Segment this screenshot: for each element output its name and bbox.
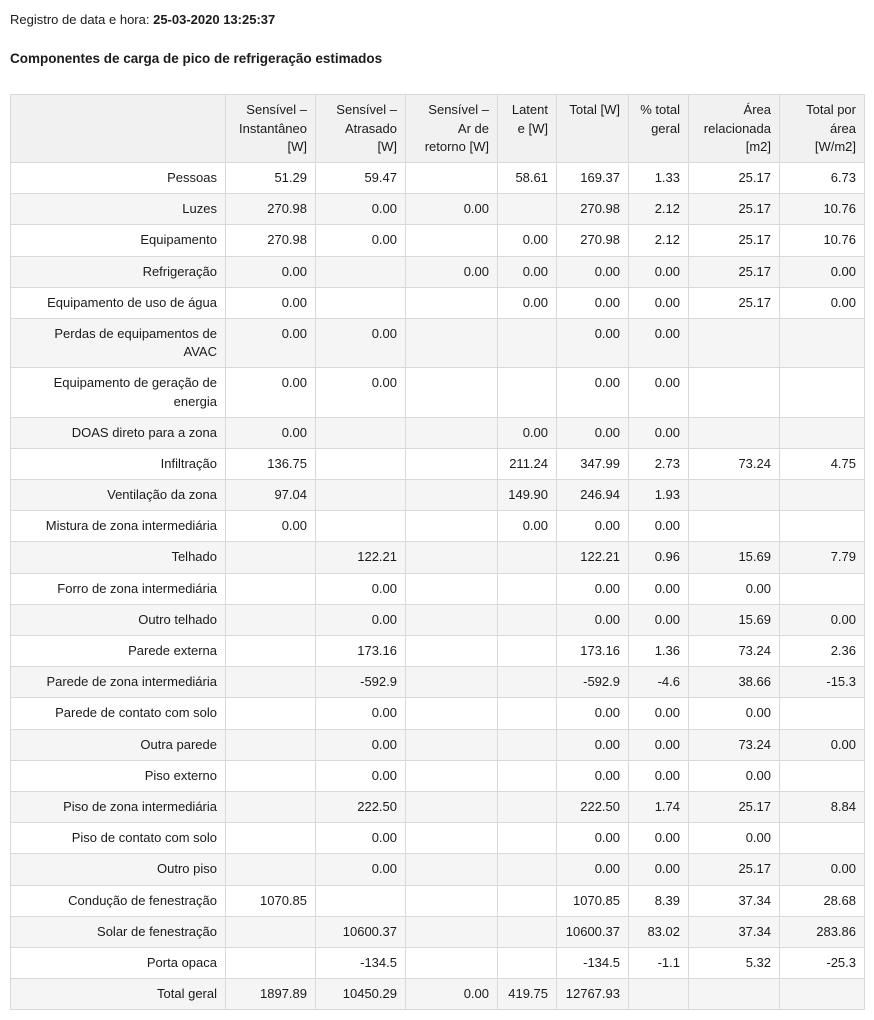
value-cell: 0.00 (557, 256, 629, 287)
value-cell: 73.24 (689, 729, 780, 760)
value-cell: 0.00 (629, 854, 689, 885)
value-cell (498, 760, 557, 791)
value-cell (498, 368, 557, 417)
value-cell: 73.24 (689, 448, 780, 479)
value-cell: -592.9 (316, 667, 406, 698)
value-cell (406, 448, 498, 479)
value-cell: 0.00 (557, 760, 629, 791)
value-cell (498, 542, 557, 573)
value-cell: 222.50 (557, 791, 629, 822)
column-header: Área relacionada [m2] (689, 95, 780, 163)
value-cell: 25.17 (689, 287, 780, 318)
value-cell: 0.00 (316, 854, 406, 885)
value-cell: 0.00 (316, 225, 406, 256)
value-cell (689, 368, 780, 417)
row-label: Perdas de equipamentos de AVAC (11, 318, 226, 367)
value-cell: 0.00 (316, 729, 406, 760)
value-cell (406, 573, 498, 604)
table-row (11, 448, 865, 479)
value-cell: 0.00 (406, 194, 498, 225)
table-row (11, 368, 865, 417)
value-cell (406, 480, 498, 511)
value-cell (498, 916, 557, 947)
value-cell: 8.39 (629, 885, 689, 916)
value-cell: 0.00 (316, 698, 406, 729)
column-header: Total [W] (557, 95, 629, 163)
value-cell: 0.00 (498, 256, 557, 287)
row-label: Piso externo (11, 760, 226, 791)
value-cell: 0.00 (226, 287, 316, 318)
value-cell (406, 947, 498, 978)
value-cell: 0.00 (780, 604, 865, 635)
table-row (11, 542, 865, 573)
value-cell: 0.00 (629, 287, 689, 318)
value-cell: 10450.29 (316, 979, 406, 1010)
column-header: Sensível – Ar de retorno [W] (406, 95, 498, 163)
row-label: Refrigeração (11, 256, 226, 287)
value-cell (406, 417, 498, 448)
value-cell: 8.84 (780, 791, 865, 822)
value-cell: 0.00 (316, 318, 406, 367)
value-cell (780, 318, 865, 367)
value-cell: 25.17 (689, 854, 780, 885)
value-cell (629, 979, 689, 1010)
value-cell (689, 511, 780, 542)
table-row (11, 511, 865, 542)
row-label: Condução de fenestração (11, 885, 226, 916)
row-label: Equipamento de uso de água (11, 287, 226, 318)
value-cell (316, 256, 406, 287)
value-cell: 0.00 (557, 854, 629, 885)
value-cell: 25.17 (689, 256, 780, 287)
row-label: Telhado (11, 542, 226, 573)
table-row (11, 318, 865, 367)
value-cell (780, 823, 865, 854)
value-cell (406, 163, 498, 194)
value-cell: 83.02 (629, 916, 689, 947)
table-row (11, 854, 865, 885)
value-cell (406, 854, 498, 885)
value-cell: 0.00 (226, 511, 316, 542)
table-row (11, 163, 865, 194)
timestamp-label: Registro de data e hora: (10, 12, 154, 27)
row-label: Forro de zona intermediária (11, 573, 226, 604)
row-label: Outro telhado (11, 604, 226, 635)
value-cell: 0.00 (780, 854, 865, 885)
table-row (11, 417, 865, 448)
value-cell (406, 636, 498, 667)
value-cell: 0.00 (629, 823, 689, 854)
column-header: % total geral (629, 95, 689, 163)
table-row (11, 604, 865, 635)
value-cell: 0.00 (316, 194, 406, 225)
value-cell: 0.00 (629, 760, 689, 791)
value-cell: 246.94 (557, 480, 629, 511)
report-title: Componentes de carga de pico de refrigeração estimados (10, 50, 383, 66)
value-cell (498, 823, 557, 854)
value-cell: 25.17 (689, 791, 780, 822)
value-cell: 0.00 (557, 729, 629, 760)
value-cell: 0.00 (689, 573, 780, 604)
value-cell: 2.12 (629, 194, 689, 225)
value-cell (226, 854, 316, 885)
value-cell: 1.74 (629, 791, 689, 822)
value-cell: 0.00 (316, 604, 406, 635)
table-body (11, 163, 865, 1010)
value-cell: 0.00 (498, 417, 557, 448)
value-cell: 1070.85 (226, 885, 316, 916)
value-cell: 0.00 (498, 225, 557, 256)
table-row (11, 760, 865, 791)
table-header (11, 95, 865, 163)
row-label: Piso de zona intermediária (11, 791, 226, 822)
row-label: Outro piso (11, 854, 226, 885)
value-cell: 15.69 (689, 542, 780, 573)
table-header-row (11, 95, 865, 163)
value-cell: 4.75 (780, 448, 865, 479)
value-cell: 1070.85 (557, 885, 629, 916)
value-cell: 37.34 (689, 885, 780, 916)
value-cell: 15.69 (689, 604, 780, 635)
table-row (11, 636, 865, 667)
value-cell (226, 542, 316, 573)
value-cell: 0.00 (316, 573, 406, 604)
value-cell: 0.00 (226, 368, 316, 417)
value-cell: 12767.93 (557, 979, 629, 1010)
value-cell: 0.00 (557, 823, 629, 854)
value-cell (780, 573, 865, 604)
table-row (11, 791, 865, 822)
value-cell (689, 318, 780, 367)
table-row (11, 823, 865, 854)
value-cell: 0.00 (557, 318, 629, 367)
timestamp-line (10, 12, 864, 29)
table-row (11, 194, 865, 225)
value-cell: 222.50 (316, 791, 406, 822)
table-row (11, 885, 865, 916)
value-cell: 0.96 (629, 542, 689, 573)
value-cell (780, 417, 865, 448)
value-cell: 58.61 (498, 163, 557, 194)
column-header: Total por área [W/m2] (780, 95, 865, 163)
value-cell: 0.00 (557, 417, 629, 448)
value-cell: 0.00 (629, 368, 689, 417)
value-cell (498, 947, 557, 978)
value-cell: 37.34 (689, 916, 780, 947)
value-cell (226, 729, 316, 760)
value-cell (498, 573, 557, 604)
value-cell: 0.00 (629, 604, 689, 635)
value-cell (406, 698, 498, 729)
value-cell: 173.16 (316, 636, 406, 667)
row-label: Infiltração (11, 448, 226, 479)
row-label: Parede de zona intermediária (11, 667, 226, 698)
table-row (11, 225, 865, 256)
value-cell (689, 417, 780, 448)
value-cell (780, 698, 865, 729)
value-cell (780, 480, 865, 511)
value-cell: 0.00 (557, 604, 629, 635)
value-cell: 1897.89 (226, 979, 316, 1010)
row-label: Porta opaca (11, 947, 226, 978)
value-cell (226, 698, 316, 729)
value-cell (406, 791, 498, 822)
table-row (11, 947, 865, 978)
row-label: Parede de contato com solo (11, 698, 226, 729)
value-cell: 0.00 (780, 729, 865, 760)
value-cell: 270.98 (226, 194, 316, 225)
value-cell: -25.3 (780, 947, 865, 978)
value-cell (316, 448, 406, 479)
value-cell: 0.00 (557, 698, 629, 729)
value-cell: 2.36 (780, 636, 865, 667)
row-label: DOAS direto para a zona (11, 417, 226, 448)
value-cell: 1.33 (629, 163, 689, 194)
table-row (11, 698, 865, 729)
value-cell (689, 979, 780, 1010)
value-cell (226, 573, 316, 604)
value-cell (406, 318, 498, 367)
value-cell: 10.76 (780, 194, 865, 225)
value-cell: 122.21 (557, 542, 629, 573)
value-cell (780, 511, 865, 542)
value-cell: 0.00 (780, 287, 865, 318)
value-cell: -15.3 (780, 667, 865, 698)
value-cell: 211.24 (498, 448, 557, 479)
value-cell (498, 854, 557, 885)
column-header: Sensível – Atrasado [W] (316, 95, 406, 163)
value-cell: 0.00 (316, 823, 406, 854)
value-cell (226, 791, 316, 822)
column-header: Latente [W] (498, 95, 557, 163)
table-row (11, 287, 865, 318)
value-cell (498, 318, 557, 367)
value-cell: 0.00 (689, 760, 780, 791)
value-cell: -134.5 (316, 947, 406, 978)
table-row (11, 256, 865, 287)
value-cell: 0.00 (629, 729, 689, 760)
value-cell: 0.00 (629, 417, 689, 448)
value-cell: 25.17 (689, 194, 780, 225)
value-cell (780, 368, 865, 417)
value-cell: 169.37 (557, 163, 629, 194)
value-cell: 0.00 (226, 256, 316, 287)
table-row (11, 667, 865, 698)
value-cell: 0.00 (689, 823, 780, 854)
value-cell: -1.1 (629, 947, 689, 978)
value-cell: 0.00 (780, 256, 865, 287)
value-cell (498, 636, 557, 667)
value-cell: 6.73 (780, 163, 865, 194)
value-cell: 283.86 (780, 916, 865, 947)
value-cell: 97.04 (226, 480, 316, 511)
row-label: Equipamento (11, 225, 226, 256)
value-cell (226, 823, 316, 854)
row-label: Parede externa (11, 636, 226, 667)
value-cell (406, 604, 498, 635)
value-cell (406, 729, 498, 760)
row-label: Ventilação da zona (11, 480, 226, 511)
value-cell: 0.00 (498, 287, 557, 318)
value-cell: 149.90 (498, 480, 557, 511)
value-cell (498, 698, 557, 729)
value-cell (406, 287, 498, 318)
value-cell (226, 636, 316, 667)
value-cell: 122.21 (316, 542, 406, 573)
timestamp-value: 25-03-2020 13:25:37 (153, 12, 276, 27)
value-cell (316, 287, 406, 318)
value-cell: 25.17 (689, 225, 780, 256)
value-cell: 0.00 (226, 318, 316, 367)
value-cell (406, 542, 498, 573)
value-cell: 2.73 (629, 448, 689, 479)
value-cell (316, 511, 406, 542)
value-cell: 1.36 (629, 636, 689, 667)
column-header: Sensível – Instantâneo [W] (226, 95, 316, 163)
value-cell (498, 729, 557, 760)
value-cell (406, 916, 498, 947)
value-cell (316, 885, 406, 916)
value-cell (226, 947, 316, 978)
value-cell: -134.5 (557, 947, 629, 978)
value-cell: 2.12 (629, 225, 689, 256)
value-cell: 0.00 (557, 368, 629, 417)
value-cell: 0.00 (557, 573, 629, 604)
value-cell: 1.93 (629, 480, 689, 511)
value-cell: 270.98 (226, 225, 316, 256)
value-cell: 0.00 (316, 368, 406, 417)
value-cell (316, 480, 406, 511)
value-cell: 347.99 (557, 448, 629, 479)
value-cell: 0.00 (629, 698, 689, 729)
value-cell: 270.98 (557, 225, 629, 256)
table-row (11, 573, 865, 604)
value-cell: 0.00 (689, 698, 780, 729)
value-cell: -592.9 (557, 667, 629, 698)
value-cell: 73.24 (689, 636, 780, 667)
value-cell (498, 604, 557, 635)
value-cell: 270.98 (557, 194, 629, 225)
value-cell (498, 885, 557, 916)
value-cell: 0.00 (629, 511, 689, 542)
value-cell: 0.00 (557, 511, 629, 542)
value-cell (226, 760, 316, 791)
value-cell: 136.75 (226, 448, 316, 479)
table-row (11, 729, 865, 760)
value-cell (406, 885, 498, 916)
row-label: Mistura de zona intermediária (11, 511, 226, 542)
value-cell: 0.00 (629, 318, 689, 367)
value-cell: 7.79 (780, 542, 865, 573)
value-cell: 419.75 (498, 979, 557, 1010)
value-cell (406, 225, 498, 256)
value-cell: 10600.37 (557, 916, 629, 947)
value-cell: 10600.37 (316, 916, 406, 947)
value-cell: 0.00 (629, 256, 689, 287)
row-label: Solar de fenestração (11, 916, 226, 947)
row-label: Piso de contato com solo (11, 823, 226, 854)
row-label: Pessoas (11, 163, 226, 194)
row-label-column-header (11, 95, 226, 163)
value-cell (226, 916, 316, 947)
value-cell: 25.17 (689, 163, 780, 194)
value-cell (689, 480, 780, 511)
value-cell: 0.00 (406, 256, 498, 287)
value-cell (406, 667, 498, 698)
value-cell: 0.00 (629, 573, 689, 604)
value-cell: 28.68 (780, 885, 865, 916)
value-cell: 10.76 (780, 225, 865, 256)
value-cell (780, 979, 865, 1010)
value-cell: 59.47 (316, 163, 406, 194)
value-cell (406, 823, 498, 854)
value-cell: -4.6 (629, 667, 689, 698)
value-cell: 0.00 (498, 511, 557, 542)
value-cell (780, 760, 865, 791)
value-cell (498, 194, 557, 225)
value-cell (498, 791, 557, 822)
value-cell: 0.00 (226, 417, 316, 448)
cooling-load-components-table (10, 94, 865, 1010)
value-cell: 51.29 (226, 163, 316, 194)
value-cell: 0.00 (316, 760, 406, 791)
value-cell (226, 604, 316, 635)
value-cell: 0.00 (557, 287, 629, 318)
row-label: Equipamento de geração de energia (11, 368, 226, 417)
value-cell: 173.16 (557, 636, 629, 667)
value-cell: 0.00 (406, 979, 498, 1010)
value-cell (226, 667, 316, 698)
value-cell (498, 667, 557, 698)
value-cell (406, 368, 498, 417)
table-row (11, 916, 865, 947)
value-cell: 5.32 (689, 947, 780, 978)
value-cell (406, 760, 498, 791)
value-cell: 38.66 (689, 667, 780, 698)
row-label: Total geral (11, 979, 226, 1010)
table-row (11, 979, 865, 1010)
value-cell (406, 511, 498, 542)
row-label: Luzes (11, 194, 226, 225)
value-cell (316, 417, 406, 448)
row-label: Outra parede (11, 729, 226, 760)
table-row (11, 480, 865, 511)
